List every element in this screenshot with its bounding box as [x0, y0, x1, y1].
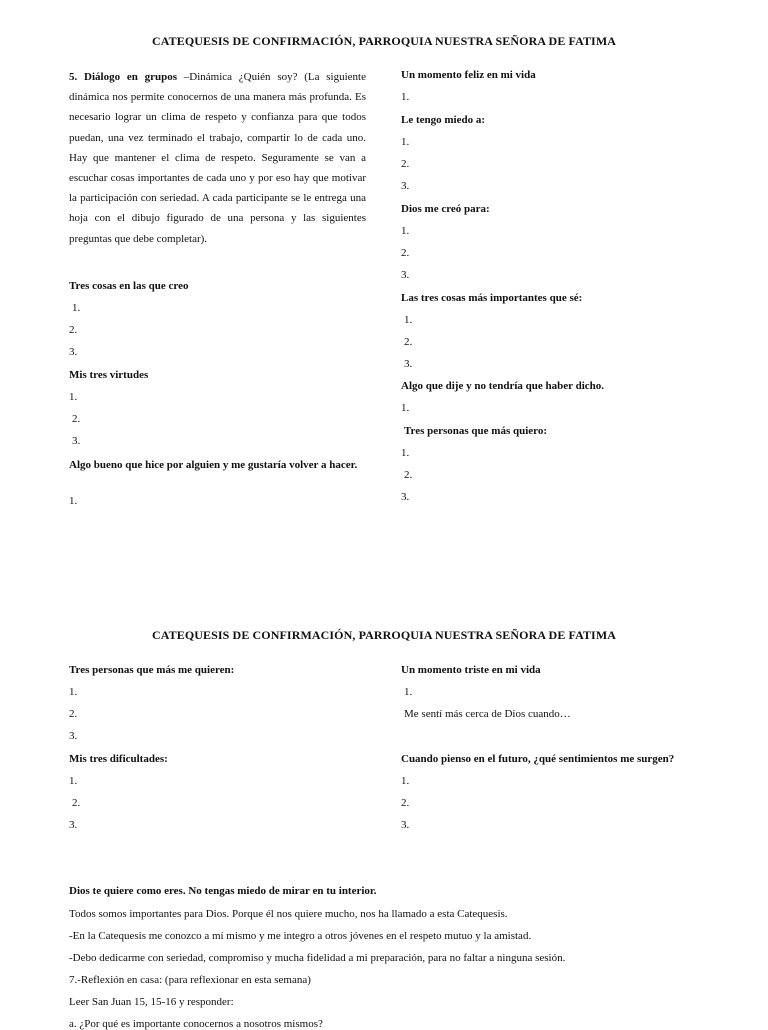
closing-heading: Dios te quiere como eres. No tengas miedo de mirar en tu interior. — [69, 885, 377, 897]
closing-line: Todos somos importantes para Dios. Porque él nos quiere mucho, nos ha llamado a esta Catequesis. — [69, 908, 508, 920]
closing-line: -Debo dedicarme con seriedad, compromiso y mucha fidelidad a mi preparación, para no faltar a ninguna sesión. — [69, 952, 566, 964]
answer-line-1: 1. — [404, 686, 413, 698]
answer-line-1: 1. — [401, 402, 410, 414]
answer-line-1: 1. — [404, 314, 413, 326]
question-afraid-of: Le tengo miedo a: — [401, 114, 486, 126]
answer-line-1: 1. — [401, 225, 410, 237]
question-god-created-me-for: Dios me creó para: — [401, 203, 490, 215]
answer-line-1: 1. — [72, 302, 81, 314]
answer-line-3: 3. — [69, 730, 78, 742]
page1-header: CATEQUESIS DE CONFIRMACIÓN, PARROQUIA NUESTRA SEÑORA DE FATIMA — [151, 34, 617, 48]
reflection-question: a. ¿Por qué es importante conocernos a nosotros mismos? — [69, 1018, 323, 1030]
answer-line-2: 2. — [401, 247, 410, 259]
answer-line-3: 3. — [69, 819, 78, 831]
closing-line: -En la Catequesis me conozco a mí mismo y me integro a otros jóvenes en el respeto mutuo y la amistad. — [69, 930, 532, 942]
answer-line-1: 1. — [69, 775, 78, 787]
answer-line-2: 2. — [404, 469, 413, 481]
answer-line-1: 1. — [69, 686, 78, 698]
answer-line-2: 2. — [69, 324, 78, 336]
answer-line-1: 1. — [401, 91, 410, 103]
answer-line-1: 1. — [401, 447, 410, 459]
answer-line-2: 2. — [72, 797, 81, 809]
intro-paragraph — [69, 67, 366, 249]
answer-line-1: 1. — [401, 136, 410, 148]
answer-line-1: 1. — [401, 775, 410, 787]
answer-line-3: 3. — [401, 180, 410, 192]
question-people-who-love-me: Tres personas que más me quieren: — [69, 664, 235, 676]
question-sad-moment: Un momento triste en mi vida — [401, 664, 541, 676]
answer-line-2: 2. — [69, 708, 78, 720]
answer-line-3: 3. — [401, 491, 410, 503]
intro-heading: 5. Diálogo en grupos — [69, 71, 177, 83]
answer-line-3: 3. — [72, 435, 81, 447]
question-something-i-said: Algo que dije y no tendría que haber dicho. — [401, 380, 605, 392]
question-three-beliefs: Tres cosas en las que creo — [69, 280, 189, 292]
reflection-heading: 7.-Reflexión en casa: (para reflexionar en esta semana) — [69, 974, 311, 986]
question-future-feelings: Cuando pienso en el futuro, ¿qué sentimientos me surgen? — [401, 753, 675, 765]
question-good-deed: Algo bueno que hice por alguien y me gustaría volver a hacer. — [69, 459, 358, 471]
answer-line-3: 3. — [69, 346, 78, 358]
reading-instruction: Leer San Juan 15, 15-16 y responder: — [69, 996, 234, 1008]
question-three-people-i-love: Tres personas que más quiero: — [404, 425, 548, 437]
intro-text: –Dinámica ¿Quién soy? (La siguiente dinámica nos permite conocernos de una manera más profunda. Es necesario lograr un clima de respeto y confianza para que todos puedan, una vez terminado el trabajo, compartir lo de cada uno. Hay que mantener el clima de respeto. Seguramente se van a escuchar cosas importantes de cada uno y por eso hay que motivar la participación con seriedad. A cada participante se le entrega una hoja con el dibujo figurado de una persona y las siguientes preguntas que debe completar). — [69, 71, 366, 245]
answer-line-2: 2. — [401, 797, 410, 809]
question-three-important-things: Las tres cosas más importantes que sé: — [401, 292, 583, 304]
question-three-virtues: Mis tres virtudes — [69, 369, 149, 381]
answer-line-2: 2. — [72, 413, 81, 425]
answer-line-3: 3. — [404, 358, 413, 370]
question-three-difficulties: Mis tres dificultades: — [69, 753, 168, 765]
answer-line-1: 1. — [69, 495, 78, 507]
closer-to-god-line: Me sentí más cerca de Dios cuando… — [404, 708, 571, 720]
question-happy-moment: Un momento feliz en mi vida — [401, 69, 536, 81]
answer-line-3: 3. — [401, 269, 410, 281]
answer-line-1: 1. — [69, 391, 78, 403]
page2-header: CATEQUESIS DE CONFIRMACIÓN, PARROQUIA NUESTRA SEÑORA DE FATIMA — [151, 628, 617, 642]
answer-line-3: 3. — [401, 819, 410, 831]
answer-line-2: 2. — [404, 336, 413, 348]
answer-line-2: 2. — [401, 158, 410, 170]
